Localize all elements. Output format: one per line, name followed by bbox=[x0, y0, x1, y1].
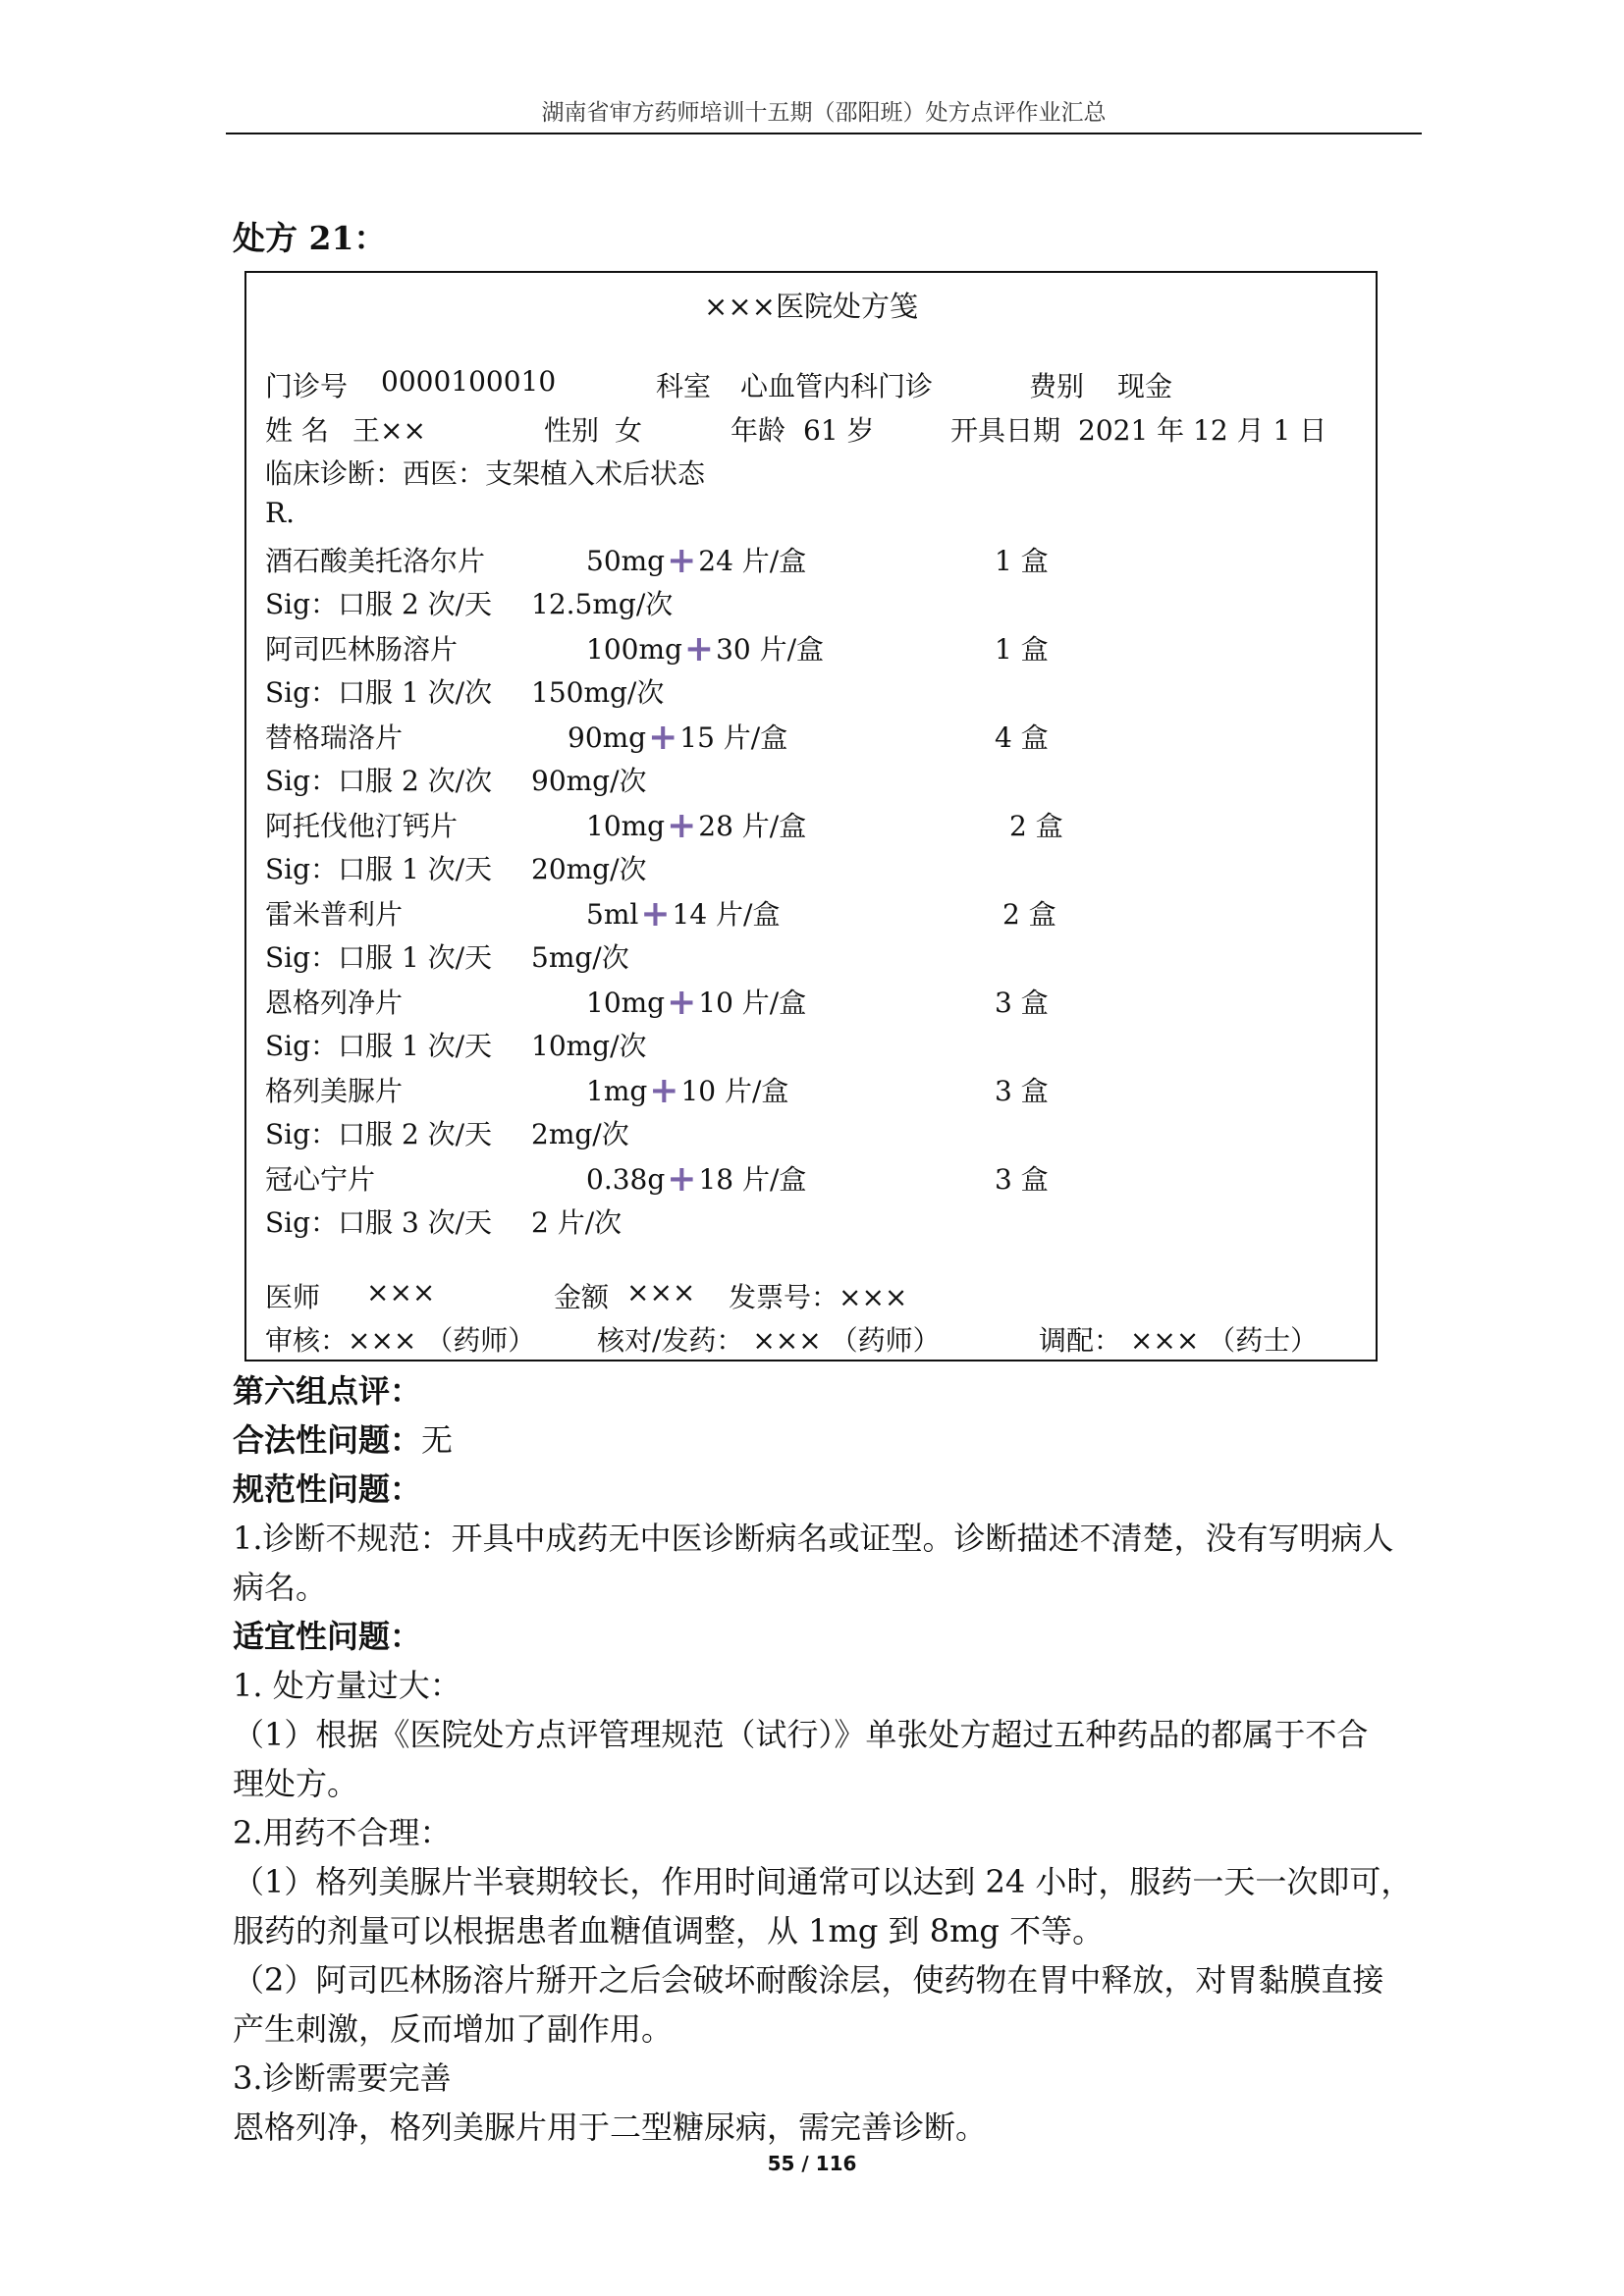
drug-spec bbox=[586, 540, 806, 579]
plus-icon: + bbox=[667, 982, 697, 1023]
drug-name: 雷米普利片 bbox=[265, 898, 404, 931]
fee-label: 费别 bbox=[1029, 370, 1085, 402]
plus-icon: + bbox=[667, 540, 697, 581]
plus-icon: + bbox=[667, 1158, 697, 1200]
drug-dose: 12.5mg/次 bbox=[531, 588, 674, 620]
plus-icon: + bbox=[648, 717, 678, 758]
amount-label: 金额 bbox=[554, 1281, 610, 1313]
review-text-line: 产生刺激，反而增加了副作用。 bbox=[233, 2010, 674, 2048]
clinic-no: 0000100010 bbox=[381, 365, 557, 398]
checker: 核对/发药： ××× （药师） bbox=[597, 1324, 941, 1357]
name-label: 姓 名 bbox=[265, 414, 329, 447]
prescription-heading: 处方 21： bbox=[233, 219, 387, 257]
drug-name: 阿司匹林肠溶片 bbox=[265, 633, 459, 666]
clinical-diagnosis: 临床诊断：西医：支架植入术后状态 bbox=[265, 457, 706, 490]
drug-sig: Sig：口服 3 次/天 bbox=[265, 1206, 493, 1239]
suitability-issues bbox=[233, 1661, 1426, 2152]
drug-quantity: 2 盒 bbox=[1009, 810, 1063, 842]
drug-dose: 5mg/次 bbox=[531, 941, 629, 974]
dept: 心血管内科门诊 bbox=[740, 370, 934, 402]
drug-strength: 100mg bbox=[586, 633, 682, 666]
drug-dose: 2 片/次 bbox=[531, 1206, 623, 1239]
review-text-line: 3.诊断需要完善 bbox=[233, 2059, 452, 2097]
doctor-label: 医师 bbox=[265, 1281, 321, 1313]
drug-pack: 10 片/盒 bbox=[680, 1075, 789, 1107]
review-text-line: （1）根据《医院处方点评管理规范（试行）》单张处方超过五种药品的都属于不合 bbox=[233, 1716, 1369, 1753]
drug-dose: 10mg/次 bbox=[531, 1030, 647, 1062]
drug-pack: 18 片/盒 bbox=[698, 1163, 807, 1196]
drug-pack: 14 片/盒 bbox=[672, 898, 781, 931]
prescription-title: ×××医院处方笺 bbox=[704, 290, 918, 323]
fee: 现金 bbox=[1117, 370, 1173, 402]
review-text-line: 1. 处方量过大： bbox=[233, 1667, 461, 1704]
drug-pack: 28 片/盒 bbox=[698, 810, 807, 842]
drug-name: 阿托伐他汀钙片 bbox=[265, 810, 459, 842]
patient-sex: 女 bbox=[615, 414, 643, 447]
review-text-line: 服药的剂量可以根据患者血糖值调整，从 1mg 到 8mg 不等。 bbox=[233, 1912, 1105, 1949]
rx-mark: R. bbox=[265, 497, 295, 529]
drug-spec bbox=[568, 717, 787, 756]
amount: ××× bbox=[626, 1276, 696, 1308]
plus-icon: + bbox=[649, 1070, 679, 1111]
review-text-line: 1.诊断不规范：开具中成药无中医诊断病名或证型。诊断描述不清楚，没有写明病人 bbox=[233, 1520, 1394, 1557]
drug-strength: 0.38g bbox=[586, 1163, 666, 1196]
drug-sig: Sig：口服 1 次/天 bbox=[265, 1030, 493, 1062]
suitability-title: 适宜性问题： bbox=[233, 1618, 422, 1655]
dispenser: 调配： ××× （药士） bbox=[1039, 1324, 1319, 1357]
drug-spec bbox=[586, 893, 780, 933]
drug-sig: Sig：口服 2 次/次 bbox=[265, 765, 493, 797]
drug-strength: 50mg bbox=[586, 545, 666, 577]
drug-pack: 30 片/盒 bbox=[716, 633, 825, 666]
plus-icon: + bbox=[683, 628, 715, 669]
page-number: 55 / 116 bbox=[767, 2152, 857, 2175]
review-text-line: 病名。 bbox=[233, 1569, 328, 1606]
drug-name: 恩格列净片 bbox=[265, 987, 404, 1019]
header-rule bbox=[226, 133, 1422, 134]
review-section bbox=[233, 1366, 1426, 2152]
age-label: 年龄 bbox=[731, 414, 786, 447]
patient-name: 王×× bbox=[352, 414, 426, 447]
review-text-line: （1）格列美脲片半衰期较长，作用时间通常可以达到 24 小时，服药一天一次即可， bbox=[233, 1863, 1413, 1900]
drug-strength: 10mg bbox=[586, 810, 666, 842]
drug-name: 替格瑞洛片 bbox=[265, 721, 404, 754]
drug-name: 格列美脲片 bbox=[265, 1075, 404, 1107]
drug-sig: Sig：口服 1 次/天 bbox=[265, 941, 493, 974]
drug-spec bbox=[586, 628, 824, 667]
prescription-box bbox=[244, 271, 1378, 1362]
drug-dose: 2mg/次 bbox=[531, 1118, 629, 1150]
plus-icon: + bbox=[667, 805, 697, 846]
dept-label: 科室 bbox=[656, 370, 712, 402]
legality-line bbox=[233, 1415, 1426, 1465]
drug-pack: 24 片/盒 bbox=[698, 545, 807, 577]
drug-dose: 150mg/次 bbox=[531, 676, 665, 709]
patient-age: 61 岁 bbox=[803, 414, 875, 447]
doctor: ××× bbox=[366, 1276, 436, 1308]
drug-strength: 90mg bbox=[568, 721, 647, 754]
drug-spec bbox=[586, 1158, 806, 1198]
drug-strength: 10mg bbox=[586, 987, 666, 1019]
drug-name: 冠心宁片 bbox=[265, 1163, 376, 1196]
review-text-line: 恩格列净，格列美脲片用于二型糖尿病，需完善诊断。 bbox=[233, 2109, 988, 2146]
drug-name: 酒石酸美托洛尔片 bbox=[265, 545, 486, 577]
sex-label: 性别 bbox=[544, 414, 600, 447]
reviewer: 审核：××× （药师） bbox=[265, 1324, 536, 1357]
review-text-line: 2.用药不合理： bbox=[233, 1814, 452, 1851]
group-review-title: 第六组点评： bbox=[233, 1372, 422, 1410]
review-text-line: 理处方。 bbox=[233, 1765, 359, 1802]
drug-quantity: 3 盒 bbox=[995, 1163, 1049, 1196]
drug-spec bbox=[586, 982, 806, 1021]
drug-sig: Sig：口服 1 次/次 bbox=[265, 676, 493, 709]
legality-value: 无 bbox=[421, 1421, 454, 1459]
standard-issues bbox=[233, 1514, 1426, 1612]
drug-quantity: 1 盒 bbox=[995, 633, 1049, 666]
invoice-no: 发票号：××× bbox=[729, 1281, 908, 1313]
drug-spec bbox=[586, 1070, 788, 1109]
issue-date: 2021 年 12 月 1 日 bbox=[1078, 414, 1327, 447]
drug-quantity: 2 盒 bbox=[1002, 898, 1056, 931]
drug-sig: Sig：口服 2 次/天 bbox=[265, 588, 493, 620]
standard-title: 规范性问题： bbox=[233, 1470, 422, 1508]
clinic-no-label: 门诊号 bbox=[265, 370, 349, 402]
legality-label: 合法性问题： bbox=[233, 1421, 422, 1459]
review-text-line: （2）阿司匹林肠溶片掰开之后会破坏耐酸涂层，使药物在胃中释放，对胃黏膜直接 bbox=[233, 1961, 1384, 1999]
drug-dose: 90mg/次 bbox=[531, 765, 647, 797]
drug-dose: 20mg/次 bbox=[531, 853, 647, 885]
drug-sig: Sig：口服 2 次/天 bbox=[265, 1118, 493, 1150]
drug-quantity: 1 盒 bbox=[995, 545, 1049, 577]
drug-pack: 10 片/盒 bbox=[698, 987, 807, 1019]
date-label: 开具日期 bbox=[950, 414, 1061, 447]
drug-sig: Sig：口服 1 次/天 bbox=[265, 853, 493, 885]
drug-strength: 5ml bbox=[586, 898, 639, 931]
drug-strength: 1mg bbox=[586, 1075, 648, 1107]
drug-quantity: 3 盒 bbox=[995, 987, 1049, 1019]
drug-quantity: 3 盒 bbox=[995, 1075, 1049, 1107]
plus-icon: + bbox=[640, 893, 671, 934]
page-header: 湖南省审方药师培训十五期（邵阳班）处方点评作业汇总 bbox=[541, 100, 1107, 126]
drug-quantity: 4 盒 bbox=[995, 721, 1049, 754]
drug-pack: 15 片/盒 bbox=[679, 721, 788, 754]
drug-spec bbox=[586, 805, 806, 844]
